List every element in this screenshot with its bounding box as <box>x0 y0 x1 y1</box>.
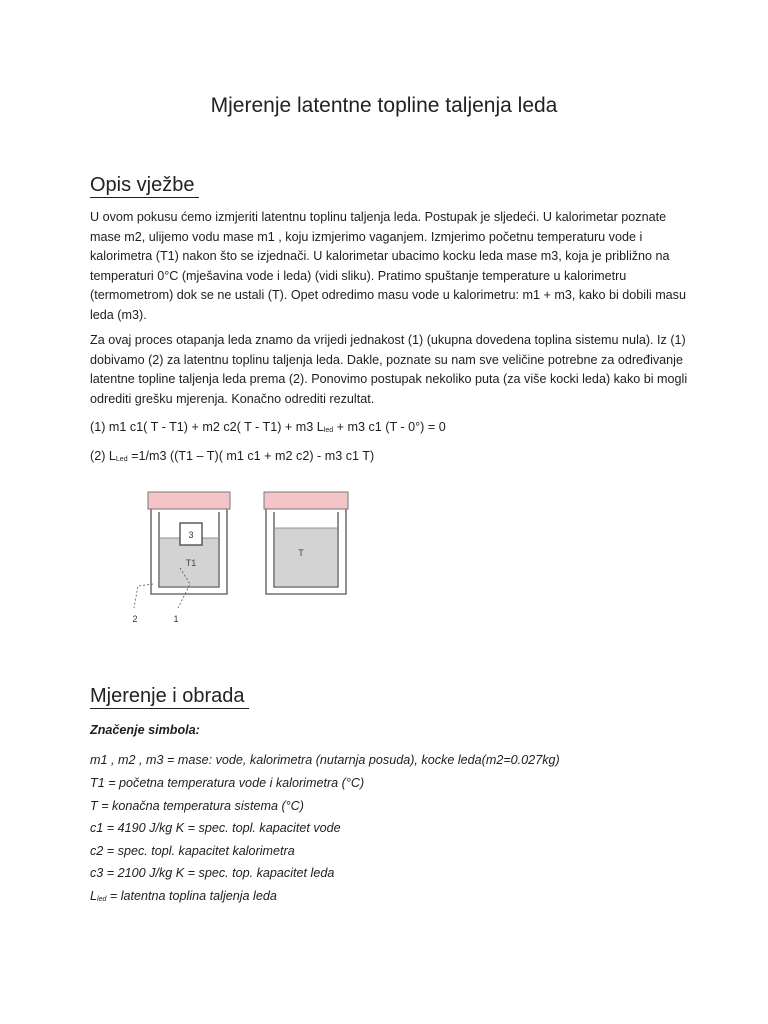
section-heading-opis-text: Opis vježbe <box>90 174 199 198</box>
symbol-line-T: T = konačna temperatura sistema (°C) <box>90 799 304 813</box>
document-title: Mjerenje latentne topline taljenja leda <box>210 94 558 117</box>
section-heading-mjerenje <box>90 685 249 708</box>
equation-1-part-b: + m3 c1 (T - 0°) = 0 <box>333 420 446 434</box>
symbols-heading: Značenje simbola: <box>90 723 200 737</box>
paragraph-procedure: U ovom pokusu ćemo izmjeriti latentnu toplinu taljenja leda. Postupak je sljedeći. U kalorimetar poznate mase m2, ulijemo vodu mase m1 , koju izmjerimo vaganjem. Izmjerimo početnu temperaturu vode i kalorimetra (T1) nakon što se izjednači. U kalorimetar ubacimo kocku leda mase m3, koja je približno na temperaturi 0°C (mješavina vode i leda) (vidi sliku). Pratimo spuštanje temperature u kalorimetru (termometrom) dok se ne ustali (T). Opet odredimo masu vode u kalorimetru: m1 + m3, kako bi dobili masu leda (m3). <box>90 210 686 322</box>
lid-left <box>148 492 230 509</box>
symbol-line-c3: c3 = 2100 J/kg K = spec. top. kapacitet leda <box>90 866 335 880</box>
symbol-Lled-subscript: led <box>97 896 107 903</box>
ice-cube-label: 3 <box>188 530 194 540</box>
equation-2-part-b: =1/m3 ((T1 – T)( m1 c1 + m2 c2) - m3 c1 T) <box>127 449 375 463</box>
calorimeter-figure <box>120 488 360 630</box>
label-2: 2 <box>132 614 138 624</box>
temperature-label-T1: T1 <box>185 558 197 568</box>
equation-2 <box>90 447 374 469</box>
temperature-label-T: T <box>298 548 304 558</box>
equation-1 <box>90 418 446 440</box>
symbol-line-T1: T1 = početna temperatura vode i kalorimetra (°C) <box>90 776 365 790</box>
water-right <box>275 528 337 586</box>
label-1: 1 <box>173 614 179 624</box>
lid-right <box>264 492 348 509</box>
section-heading-mjerenje-text: Mjerenje i obrada <box>90 685 249 709</box>
calorimeter-final <box>264 492 348 594</box>
symbol-line-c2: c2 = spec. topl. kapacitet kalorimetra <box>90 844 295 858</box>
equation-2-subscript: Led <box>115 456 128 463</box>
symbol-line-c1: c1 = 4190 J/kg K = spec. topl. kapacitet vode <box>90 821 341 835</box>
leader-line-2 <box>134 584 153 608</box>
paragraph-theory: Za ovaj proces otapanja leda znamo da vrijedi jednakost (1) (ukupna dovedena toplina sistemu nula). Iz (1) dobivamo (2) za latentnu toplinu taljenja leda. Dakle, poznate su nam sve veličine potrebne za određivanje latentne topline taljenja leda prema (2). Ponovimo postupak nekoliko puta (za više kocki leda) kako bi mogli odrediti grešku mjerenja. Konačno odrediti rezultat. <box>90 333 688 406</box>
equation-1-part-a: (1) m1 c1( T - T1) + m2 c2( T - T1) + m3 L <box>90 420 324 434</box>
equation-1-subscript: led <box>323 427 334 434</box>
calorimeter-with-ice <box>132 492 230 624</box>
symbol-line-Lled <box>90 887 277 909</box>
section-heading-opis <box>90 174 199 197</box>
symbol-Lled-letter: L <box>90 889 98 903</box>
symbol-line-masses: m1 , m2 , m3 = mase: vode, kalorimetra (nutarnja posuda), kocke leda(m2=0.027kg) <box>90 753 560 767</box>
equation-2-part-a: (2) L <box>90 449 116 463</box>
symbol-Lled-text: = latentna toplina taljenja leda <box>106 889 277 903</box>
